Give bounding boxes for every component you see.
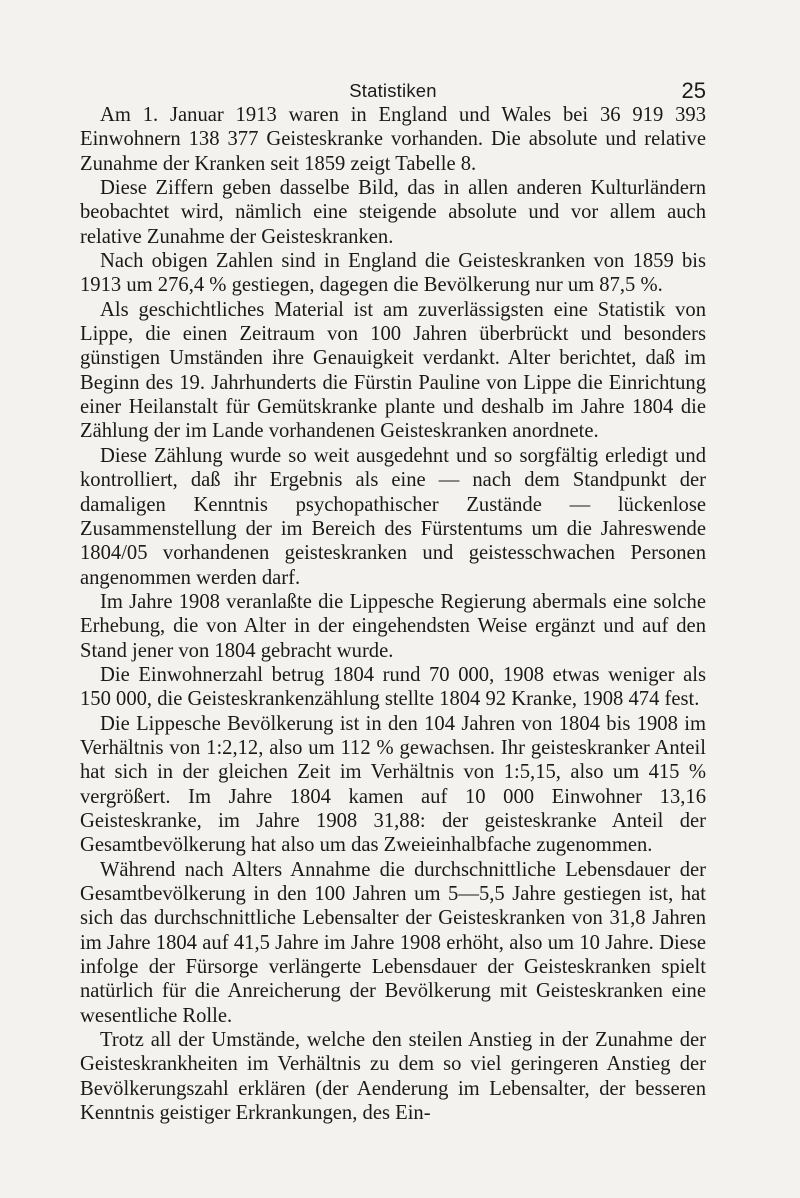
page-header xyxy=(80,78,706,104)
page-number: 25 xyxy=(681,78,706,103)
paragraph: Als geschichtliches Material ist am zuverlässigsten eine Statistik von Lippe, die einen Zeitraum von 100 Jahren überbrückt und besonders günstigen Umständen ihre Genauigkeit verdankt. Alter berichtet, daß im Beginn des 19. Jahrhunderts die Fürstin Pauline von Lippe die Einrichtung einer Heilanstalt für Gemütskranke plante und deshalb im Jahre 1804 die Zählung der im Lande vorhandenen Geisteskranken anordnete. xyxy=(80,298,706,443)
running-title: Statistiken xyxy=(349,80,437,101)
paragraph: Trotz all der Umstände, welche den steilen Anstieg in der Zunahme der Geisteskrankheiten im Verhältnis zu dem so viel geringeren Anstieg der Bevölkerungszahl erklären (der Aenderung im Lebensalter, der besseren Kenntnis geistiger Erkrankungen, des Ein- xyxy=(80,1029,706,1125)
paragraph: Nach obigen Zahlen sind in England die Geisteskranken von 1859 bis 1913 um 276,4 % gestiegen, dagegen die Bevölkerung nur um 87,5 %. xyxy=(80,250,706,297)
paragraph: Während nach Alters Annahme die durchschnittliche Lebensdauer der Gesamtbevölkerung in den 100 Jahren um 5—5,5 Jahre gestiegen ist, hat sich das durchschnittliche Lebensalter der Geisteskranken von 31,8 Jahren im Jahre 1804 auf 41,5 Jahre im Jahre 1908 erhöht, also um 10 Jahre. Diese infolge der Fürsorge verlängerte Lebensdauer der Geisteskranken spielt natürlich für die Anreicherung der Bevölkerung mit Geisteskranken eine wesentliche Rolle. xyxy=(80,858,706,1027)
body-text xyxy=(80,103,706,1125)
paragraph: Am 1. Januar 1913 waren in England und Wales bei 36 919 393 Einwohnern 138 377 Geisteskranke vorhanden. Die absolute und relative Zunahme der Kranken seit 1859 zeigt Tabelle 8. xyxy=(80,104,706,175)
paragraph: Die Lippesche Bevölkerung ist in den 104 Jahren von 1804 bis 1908 im Verhältnis von 1:2,12, also um 112 % gewachsen. Ihr geisteskranker Anteil hat sich in der gleichen Zeit im Verhältnis von 1:5,15, also um 415 % vergrößert. Im Jahre 1804 kamen auf 10 000 Einwohner 13,16 Geisteskranke, im Jahre 1908 31,88: der geisteskranke Anteil der Gesamtbevölkerung hat also um das Zweieinhalbfache zugenommen. xyxy=(80,712,706,857)
paragraph: Im Jahre 1908 veranlaßte die Lippesche Regierung abermals eine solche Erhebung, die von Alter in der eingehendsten Weise ergänzt und auf den Stand jener von 1804 gebracht wurde. xyxy=(80,590,706,662)
paragraph: Diese Ziffern geben dasselbe Bild, das in allen anderen Kulturländern beobachtet wird, nämlich eine steigende absolute und vor allem auch relative Zunahme der Geisteskranken. xyxy=(80,177,706,248)
paragraph: Die Einwohnerzahl betrug 1804 rund 70 000, 1908 etwas weniger als 150 000, die Geisteskrankenzählung stellte 1804 92 Kranke, 1908 474 fest. xyxy=(80,663,706,711)
paragraph: Diese Zählung wurde so weit ausgedehnt und so sorgfältig erledigt und kontrolliert, daß ihr Ergebnis als eine — nach dem Standpunkt der damaligen Kenntnis psychopathischer Zustände — lückenlose Zusammenstellung der im Bereich des Fürstentums um die Jahreswende 1804/05 vorhandenen geisteskranken und geistesschwachen Personen angenommen werden darf. xyxy=(80,444,706,589)
